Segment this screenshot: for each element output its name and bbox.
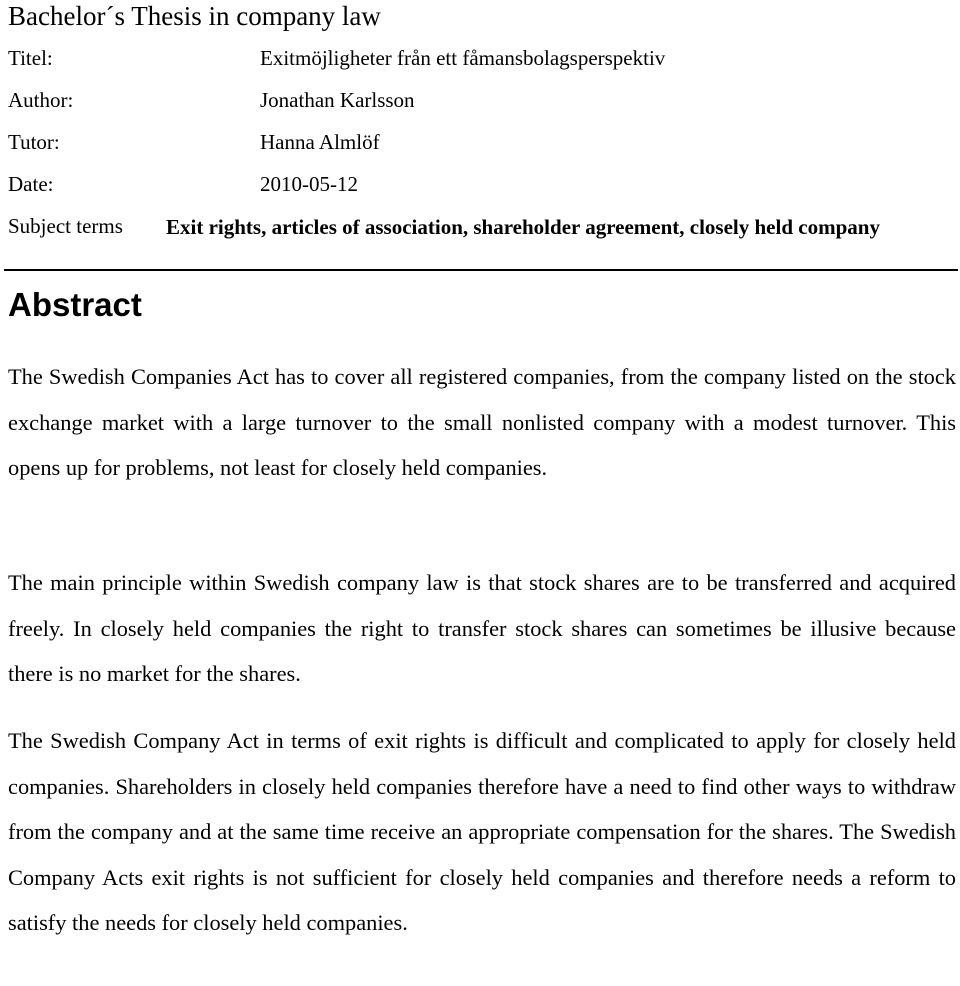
meta-label: Tutor: [8, 130, 60, 154]
abstract-paragraph: The Swedish Companies Act has to cover all registered companies, from the company listed on the stock exchange market with a large turnover to the small nonlisted company with a modest turnover. This opens up for problems, not least for closely held companies. [8, 364, 956, 480]
subject-terms-label: Subject terms [8, 214, 123, 238]
meta-value: 2010-05-12 [260, 172, 358, 196]
meta-label: Date: [8, 172, 54, 196]
page-title: Bachelor´s Thesis in company law [8, 1, 381, 31]
meta-label: Titel: [8, 46, 53, 70]
abstract-heading: Abstract [8, 286, 142, 323]
subject-terms-value: Exit rights, articles of association, shareholder agreement, closely held company [166, 215, 880, 239]
header-divider [4, 269, 958, 271]
abstract-paragraph: The main principle within Swedish company law is that stock shares are to be transferred and acquired freely. In closely held companies the right to transfer stock shares can sometimes be illusive because there is no market for the shares. [8, 570, 956, 686]
meta-value: Hanna Almlöf [260, 130, 380, 154]
meta-label: Author: [8, 88, 74, 112]
meta-value: Jonathan Karlsson [260, 88, 415, 112]
abstract-paragraph: The Swedish Company Act in terms of exit rights is difficult and complicated to apply for closely held companies. Shareholders in closely held companies therefore have a need to find other ways to withdraw from the company and at the same time receive an appropriate compensation for the shares. The Swedish Company Acts exit rights is not sufficient for closely held companies and therefore needs a reform to satisfy the needs for closely held companies. [8, 728, 956, 935]
meta-value: Exitmöjligheter från ett fåmansbolagsperspektiv [260, 46, 666, 70]
